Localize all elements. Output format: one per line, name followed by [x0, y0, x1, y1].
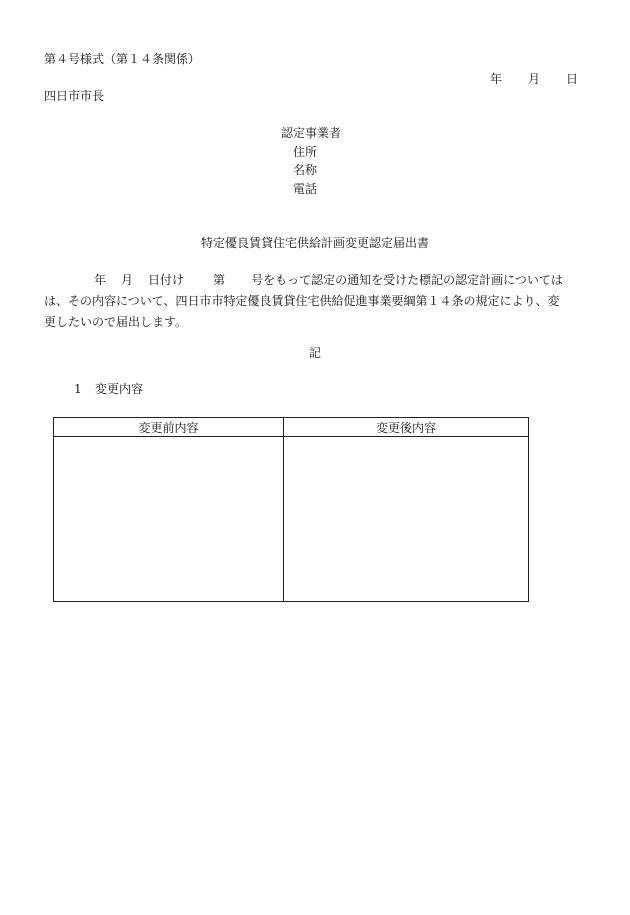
- header-before: 変更前内容: [54, 418, 284, 437]
- date-line: [0, 70, 630, 86]
- document-title: 特定優良賃貸住宅供給計画変更認定届出書: [200, 236, 429, 250]
- body-year: 年: [94, 273, 107, 287]
- table-header-row: [54, 418, 529, 437]
- addressee: 四日市市長: [44, 89, 105, 103]
- changes-table: [53, 417, 529, 602]
- section-number: 1: [74, 382, 82, 396]
- body-paragraph: [44, 270, 580, 333]
- body-month: 月: [121, 273, 134, 287]
- body-line-1: [44, 270, 580, 291]
- applicant-label: 認定事業者: [281, 126, 342, 140]
- form-number: 第４号様式（第１４条関係）: [44, 52, 201, 66]
- body-line-2: は、その内容について、四日市市特定優良賃貸住宅供給促進事業要綱第１４条の規定により、変: [44, 294, 560, 308]
- section-label: 変更内容: [95, 382, 144, 396]
- header-after: 変更後内容: [284, 418, 529, 437]
- table-row: [54, 437, 529, 602]
- applicant-phone: 電話: [293, 182, 318, 196]
- ki-heading: 記: [308, 346, 321, 360]
- applicant-name: 名称: [293, 163, 318, 177]
- cell-before-content: [54, 437, 284, 602]
- body-line-1-rest: 号をもって認定の通知を受けた標記の認定計画については: [251, 273, 563, 287]
- cell-after-content: [284, 437, 529, 602]
- date-year: 年: [490, 72, 503, 86]
- date-month: 月: [528, 72, 541, 86]
- body-line-3: 更したいので届出します。: [44, 315, 188, 329]
- body-no-prefix: 第: [213, 273, 226, 287]
- body-day-suffix: 日付け: [148, 273, 185, 287]
- applicant-address: 住所: [293, 145, 318, 159]
- date-day: 日: [566, 72, 579, 86]
